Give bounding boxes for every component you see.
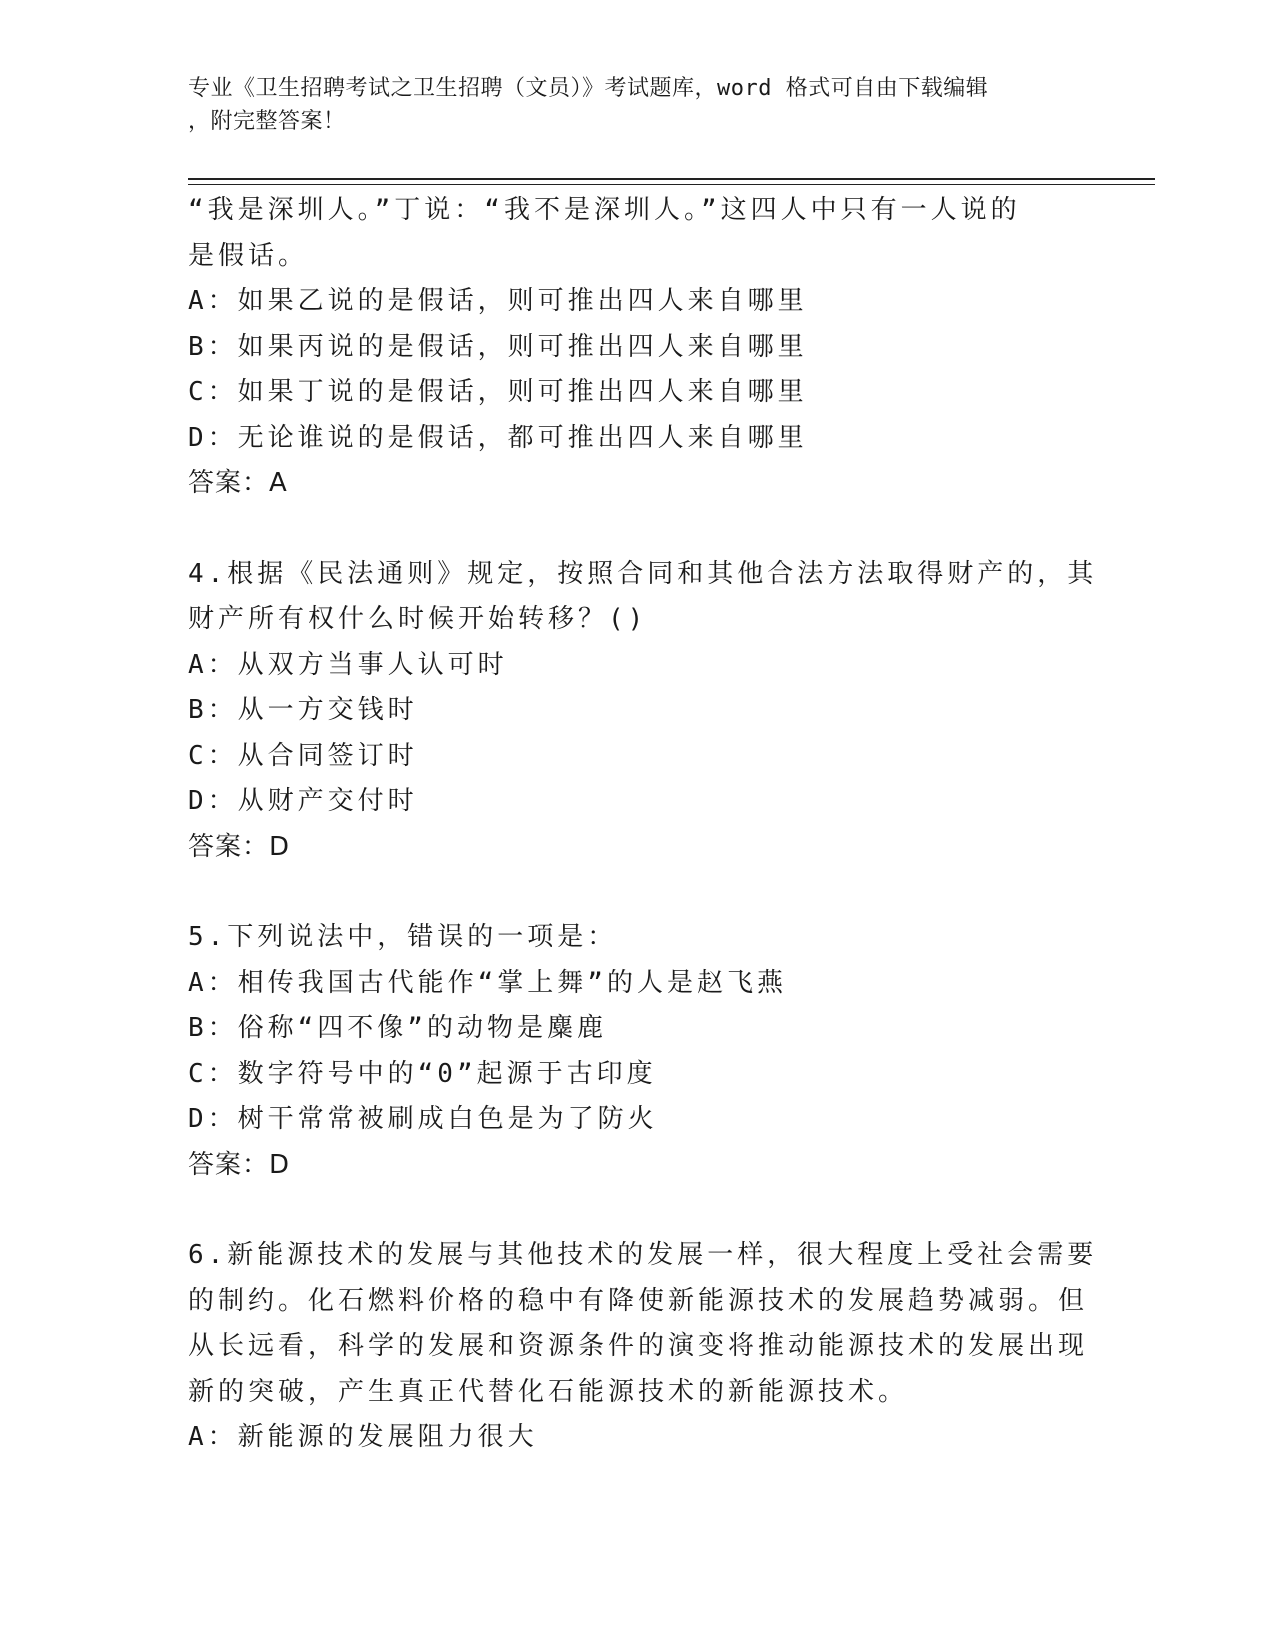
question-list [188,188,1098,1461]
question-stem-line: 的制约。化石燃料价格的稳中有降使新能源技术的发展趋势减弱。但 [188,1285,1089,1316]
header-rule-thin [188,184,1155,185]
question-3 [188,188,1088,507]
answer: 答案：A [188,468,288,498]
question-5 [188,915,1088,1188]
header-line-2: ，附完整答案！ [188,109,346,134]
option-a: A：如果乙说的是假话，则可推出四人来自哪里 [188,286,808,316]
option-c: C：数字符号中的“0”起源于古印度 [188,1058,657,1089]
option-a: A：从双方当事人认可时 [188,649,508,680]
question-stem-line: 6.新能源技术的发展与其他技术的发展一样，很大程度上受社会需要 [188,1240,1098,1270]
question-stem-line: 新的突破，产生真正代替化石能源技术的新能源技术。 [188,1376,909,1407]
answer: 答案：D [188,1149,291,1180]
option-b: B：从一方交钱时 [188,695,418,725]
question-stem-line: 5.下列说法中，错误的一项是： [188,922,618,952]
question-6 [188,1233,1098,1461]
question-stem-line: 是假话。 [188,240,309,271]
option-d: D：从财产交付时 [188,786,418,816]
option-a: A：新能源的发展阻力很大 [188,1422,538,1452]
question-stem-line: 财产所有权什么时候开始转移？() [188,604,648,634]
question-stem-line: 4.根据《民法通则》规定，按照合同和其他合法方法取得财产的，其 [188,558,1098,589]
document-header [188,72,1068,138]
header-line-1: 专业《卫生招聘考试之卫生招聘（文员）》考试题库，word 格式可自由下载编辑 [188,76,989,101]
option-d: D：树干常常被刷成白色是为了防火 [188,1104,658,1134]
question-stem-line: 从长远看，科学的发展和资源条件的演变将推动能源技术的发展出现 [188,1331,1089,1361]
question-stem-line: “我是深圳人。”丁说：“我不是深圳人。”这四人中只有一人说的 [188,195,1021,225]
answer: 答案：D [188,831,291,862]
option-c: C：从合同签订时 [188,740,418,771]
option-a: A：相传我国古代能作“掌上舞”的人是赵飞燕 [188,967,787,998]
option-c: C：如果丁说的是假话，则可推出四人来自哪里 [188,377,808,407]
question-4 [188,552,1098,871]
option-b: B：如果丙说的是假话，则可推出四人来自哪里 [188,331,808,362]
header-rule-thick [188,178,1155,180]
option-d: D：无论谁说的是假话，都可推出四人来自哪里 [188,422,808,453]
option-b: B：俗称“四不像”的动物是麋鹿 [188,1013,607,1043]
